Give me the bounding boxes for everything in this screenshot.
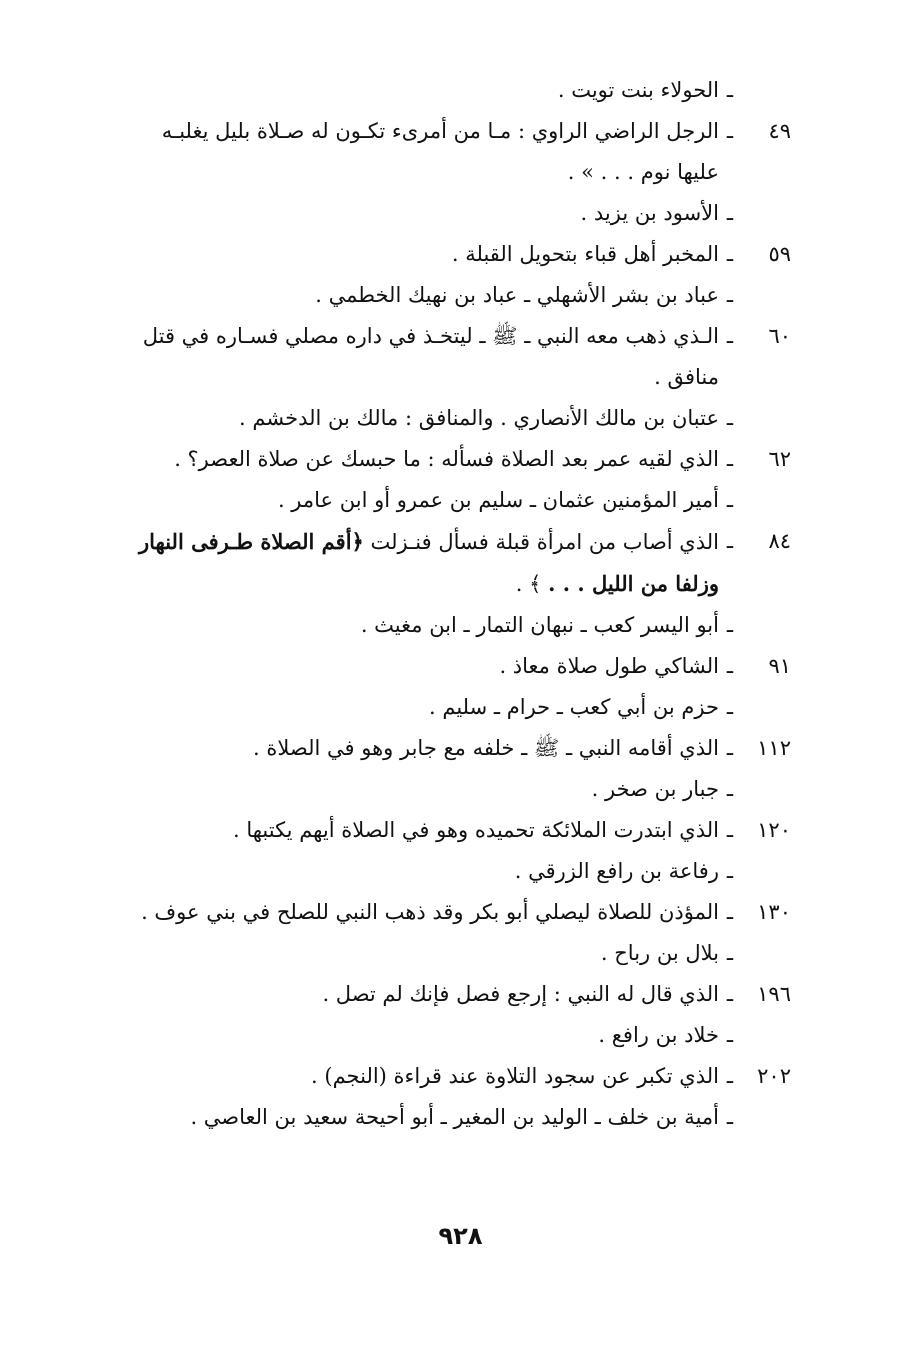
- list-item: [111, 234, 791, 275]
- entry-number: ٩١: [768, 654, 791, 678]
- entry-name: جبار بن صخر .: [591, 777, 719, 801]
- entry-continuation: عليها نوم . . . » .: [567, 160, 719, 184]
- entry-number: ٨٤: [768, 529, 791, 553]
- dash: ـ: [726, 859, 734, 883]
- list-item-sub: [111, 1015, 791, 1056]
- entry-name: أبو اليسر كعب ـ نبهان التمار ـ ابن مغيث .: [360, 613, 719, 637]
- list-item: [111, 521, 791, 563]
- entry-name: حزم بن أبي كعب ـ حرام ـ سليم .: [429, 695, 719, 719]
- dash: ـ: [726, 982, 734, 1006]
- dash: ـ: [726, 1064, 734, 1088]
- dash: ـ: [726, 1105, 734, 1129]
- entry-name: بلال بن رباح .: [600, 941, 719, 965]
- dash: ـ: [726, 283, 734, 307]
- list-item: [111, 70, 791, 111]
- entry-text-part: الذي أصاب من امرأة قبلة فسأل فنـزلت: [370, 530, 719, 554]
- dash: ـ: [726, 242, 734, 266]
- list-item-sub: [111, 398, 791, 439]
- entry-text: الـذي ذهب معه النبي ـ ﷺ ـ ليتخـذ في داره مصلي فسـاره في قتل: [142, 324, 719, 348]
- page-number: ٩٢٨: [438, 1222, 483, 1250]
- entry-text: الذي أقامه النبي ـ ﷺ ـ خلفه مع جابر وهو في الصلاة .: [253, 736, 719, 760]
- list-item-sub: [111, 1097, 791, 1138]
- list-item: [111, 810, 791, 851]
- list-item: [111, 728, 791, 769]
- entry-number: ٦٠: [768, 324, 791, 348]
- list-item-sub: [111, 275, 791, 316]
- dash: ـ: [726, 447, 734, 471]
- entry-number: ٥٩: [768, 242, 791, 266]
- entry-number: ١٩٦: [757, 982, 791, 1006]
- entry-continuation: منافق .: [654, 365, 719, 389]
- index-list: [111, 70, 791, 1138]
- entry-text: الذي قال له النبي : إرجع فصل فإنك لم تصل .: [322, 982, 719, 1006]
- dash: ـ: [726, 695, 734, 719]
- entry-number: ١٢٠: [757, 818, 791, 842]
- dash: ـ: [726, 201, 734, 225]
- entry-text: الحولاء بنت تويت .: [557, 78, 719, 102]
- entry-number: ٢٠٢: [757, 1064, 791, 1088]
- dash: ـ: [726, 654, 734, 678]
- dash: ـ: [726, 613, 734, 637]
- entry-number: ٤٩: [768, 119, 791, 143]
- dash: ـ: [726, 1023, 734, 1047]
- list-item: [111, 646, 791, 687]
- dash: ـ: [726, 324, 734, 348]
- entry-name: عتبان بن مالك الأنصاري . والمنافق : مالك بن الدخشم .: [239, 406, 719, 430]
- list-item: [111, 316, 791, 357]
- dash: ـ: [726, 529, 734, 553]
- list-item-sub: [111, 769, 791, 810]
- dash: ـ: [726, 900, 734, 924]
- entry-text: المخبر أهل قباء بتحويل القبلة .: [451, 242, 719, 266]
- entry-name: أمير المؤمنين عثمان ـ سليم بن عمرو أو ابن عامر .: [277, 488, 719, 512]
- list-item: [111, 439, 791, 480]
- entry-text: الشاكي طول صلاة معاذ .: [499, 654, 719, 678]
- entry-text: [111, 521, 719, 563]
- entry-number: ١١٢: [757, 736, 791, 760]
- dash: ـ: [726, 119, 734, 143]
- entry-text: المؤذن للصلاة ليصلي أبو بكر وقد ذهب النبي للصلح في بني عوف .: [141, 900, 719, 924]
- list-item-sub: [111, 851, 791, 892]
- entry-name: رفاعة بن رافع الزرقي .: [514, 859, 719, 883]
- list-item: [111, 892, 791, 933]
- entry-text: الذي ابتدرت الملائكة تحميده وهو في الصلاة أيهم يكتبها .: [232, 818, 719, 842]
- list-item-sub: [111, 480, 791, 521]
- dash: ـ: [726, 406, 734, 430]
- list-item-sub: [111, 193, 791, 234]
- quran-quote-cont: وزلفا من الليل . . .: [548, 571, 719, 596]
- entry-number: ١٣٠: [757, 900, 791, 924]
- entry-text: الرجل الراضي الراوي : مـا من أمرىء تكـون له صـلاة بليل يغلبـه: [161, 119, 719, 143]
- entry-text: الذي لقيه عمر بعد الصلاة فسأله : ما حبسك عن صلاة العصر؟ .: [174, 447, 719, 471]
- entry-name: أمية بن خلف ـ الوليد بن المغير ـ أبو أحيحة سعيد بن العاصي .: [190, 1105, 719, 1129]
- list-item-sub: [111, 605, 791, 646]
- quote-close: ﴾ .: [515, 572, 542, 596]
- entry-name: الأسود بن يزيد .: [580, 201, 719, 225]
- dash: ـ: [726, 941, 734, 965]
- quran-quote: ﴿أقم الصلاة طـرفى النهار: [138, 529, 364, 554]
- dash: ـ: [726, 736, 734, 760]
- dash: ـ: [726, 78, 734, 102]
- entry-name: عباد بن بشر الأشهلي ـ عباد بن نهيك الخطمي .: [315, 283, 719, 307]
- entry-name: خلاد بن رافع .: [598, 1023, 719, 1047]
- list-item: [111, 111, 791, 152]
- list-item-sub: [111, 687, 791, 728]
- dash: ـ: [726, 777, 734, 801]
- dash: ـ: [726, 818, 734, 842]
- entry-continuation: [111, 563, 791, 605]
- list-item-sub: [111, 933, 791, 974]
- list-item: [111, 974, 791, 1015]
- list-item: [111, 1056, 791, 1097]
- entry-number: ٦٢: [768, 447, 791, 471]
- entry-text: الذي تكبر عن سجود التلاوة عند قراءة (النجم) .: [311, 1064, 719, 1088]
- dash: ـ: [726, 488, 734, 512]
